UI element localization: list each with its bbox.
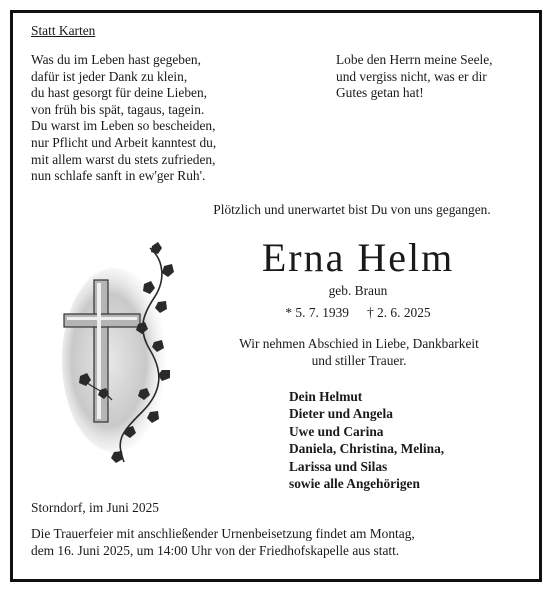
farewell-text [214,336,504,369]
bible-verse [336,52,493,102]
birth-date: * 5. 7. 1939 [285,305,349,320]
poem-left-line: nur Pflicht und Arbeit kanntest du, [31,134,217,150]
poem-left-line: nun schlafe sanft in ew'ger Ruh'. [31,168,206,184]
announcement [0,202,550,219]
mourners-list [289,388,444,492]
mourner: Dieter und Angela [289,406,393,422]
life-dates [233,305,483,322]
service-line: dem 16. Juni 2025, um 14:00 Uhr von der Friedhofskapelle aus statt. [31,542,400,558]
bible-verse-line: und vergiss nicht, was er dir [336,68,487,84]
poem-left-line: von früh bis spät, tagaus, tagein. [31,101,205,117]
farewell-line: und stiller Trauer. [311,352,407,368]
deceased-name: Erna Helm [261,235,455,280]
poem-left-line: Was du im Leben hast gegeben, [31,52,201,67]
mourner: Uwe und Carina [289,423,384,439]
announcement-text: Plötzlich und unerwartet bist Du von uns gegangen. [213,202,491,217]
death-date: † 2. 6. 2025 [367,305,431,320]
mourner: Dein Helmut [289,389,363,404]
bible-verse-line: Lobe den Herrn meine Seele, [336,52,493,67]
mourner: Daniela, Christina, Melina, [289,441,445,457]
service-line: Die Trauerfeier mit anschließender Urnenbeisetzung findet am Montag, [31,526,415,541]
mourner: sowie alle Angehörigen [289,476,420,492]
mourner: Larissa und Silas [289,458,388,474]
poem-left-line: dafür ist jeder Dank zu klein, [31,68,188,84]
header-label: Statt Karten [31,23,96,38]
place-date: Storndorf, im Juni 2025 [31,500,159,515]
service-info [31,526,415,559]
bible-verse-line: Gutes getan hat! [336,85,424,101]
farewell-line: Wir nehmen Abschied in Liebe, Dankbarkeit [239,336,479,351]
poem-left-line: Du warst im Leben so bescheiden, [31,118,216,134]
poem-left-line: mit allem warst du stets zufrieden, [31,151,216,167]
poem-left-line: du hast gesorgt für deine Lieben, [31,85,208,101]
cross-with-ivy-icon [54,240,204,470]
maiden-name: geb. Braun [328,283,388,298]
poem-left [31,52,216,185]
